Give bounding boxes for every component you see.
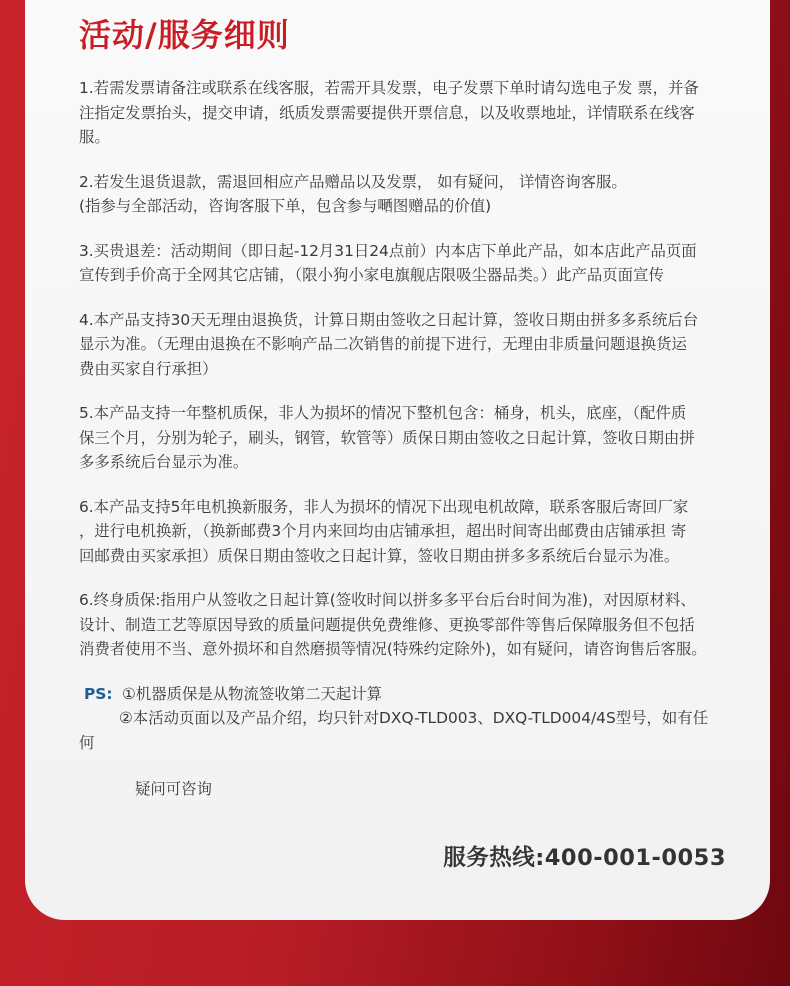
rule-1-line-3: 服。	[79, 128, 110, 146]
rule-2-line-2: (指参与全部活动，咨询客服下单，包含参与嗮图赠品的价值)	[79, 197, 492, 215]
rule-7-line-2: 设计、制造工艺等原因导致的质量问题提供免费维修、更换零部件等售后保障服务但不包括	[79, 615, 695, 634]
ps-label: PS:	[84, 684, 113, 703]
rule-6-line-2: ，进行电机换新，（换新邮费3个月内来回均由店铺承担，超出时间寄出邮费由店铺承担 寄	[79, 522, 687, 540]
rule-3-line-1: 3.买贵退差：活动期间（即日起-12月31日24点前）内本店下单此产品，如本店此产品页面	[79, 241, 697, 260]
page-title: 活动/服务细则	[79, 16, 290, 54]
rule-3-line-2: 宣传到手价高于全网其它店铺，（限小狗小家电旗舰店限吸尘器品类。）此产品页面宣传	[79, 266, 664, 284]
ps-consult-text: 疑问可咨询	[135, 780, 212, 798]
ps-line-1	[79, 682, 731, 707]
rule-paragraph-5	[79, 401, 731, 475]
rule-1-line-1: 1.若需发票请备注或联系在线客服，若需开具发票，电子发票下单时请勾选电子发 票，并备	[79, 79, 699, 97]
ps-item-2-continued: 何	[79, 733, 95, 752]
rule-7-line-1: 6.终身质保:指用户从签收之日起计算(签收时间以拼多多平台后台时间为准)，对因原材料、	[79, 591, 696, 609]
rule-4-line-2: 显示为准。（无理由退换在不影响产品二次销售的前提下进行，无理由非质量问题退换货运	[79, 335, 687, 353]
rule-paragraph-7	[79, 588, 731, 662]
rule-6-line-3: 回邮费由买家承担）质保日期由签收之日起计算，签收日期由拼多多系统后台显示为准。	[79, 546, 680, 565]
rule-paragraph-3	[79, 239, 731, 288]
rule-2-line-1: 2.若发生退货退款，需退回相应产品赠品以及发票， 如有疑问， 详情咨询客服。	[79, 172, 627, 191]
rule-1-line-2: 注指定发票抬头，提交申请，纸质发票需要提供开票信息，以及收票地址，详情联系在线客	[79, 103, 695, 122]
rule-5-line-2: 保三个月，分别为轮子，刷头，钢管，软管等）质保日期由签收之日起计算，签收日期由拼	[79, 428, 695, 447]
rule-7-line-3: 消费者使用不当、意外损坏和自然磨损等情况(特殊约定除外)，如有疑问，请咨询售后客服。	[79, 640, 707, 658]
ps-item-2: ②本活动页面以及产品介绍，均只针对DXQ-TLD003、DXQ-TLD004/4S型号，如有任	[119, 709, 709, 727]
rule-paragraph-2	[79, 170, 731, 219]
rule-6-line-1: 6.本产品支持5年电机换新服务，非人为损坏的情况下出现电机故障，联系客服后寄回厂家	[79, 497, 689, 516]
rule-paragraph-1	[79, 76, 731, 150]
rule-paragraph-4	[79, 308, 731, 382]
ps-item-1: ①机器质保是从物流签收第二天起计算	[122, 684, 383, 703]
rule-5-line-1: 5.本产品支持一年整机质保，非人为损坏的情况下整机包含：桶身，机头，底座，（配件质	[79, 404, 687, 422]
rules-content	[79, 76, 731, 802]
rule-paragraph-6	[79, 495, 731, 569]
rule-4-line-1: 4.本产品支持30天无理由退换货，计算日期由签收之日起计算，签收日期由拼多多系统后台	[79, 310, 699, 329]
rule-5-line-3: 多多系统后台显示为准。	[79, 453, 249, 471]
rule-4-line-3: 费由买家自行承担）	[79, 359, 218, 378]
ps-note	[79, 682, 731, 802]
service-hotline: 服务热线:400-001-0053	[443, 845, 726, 871]
